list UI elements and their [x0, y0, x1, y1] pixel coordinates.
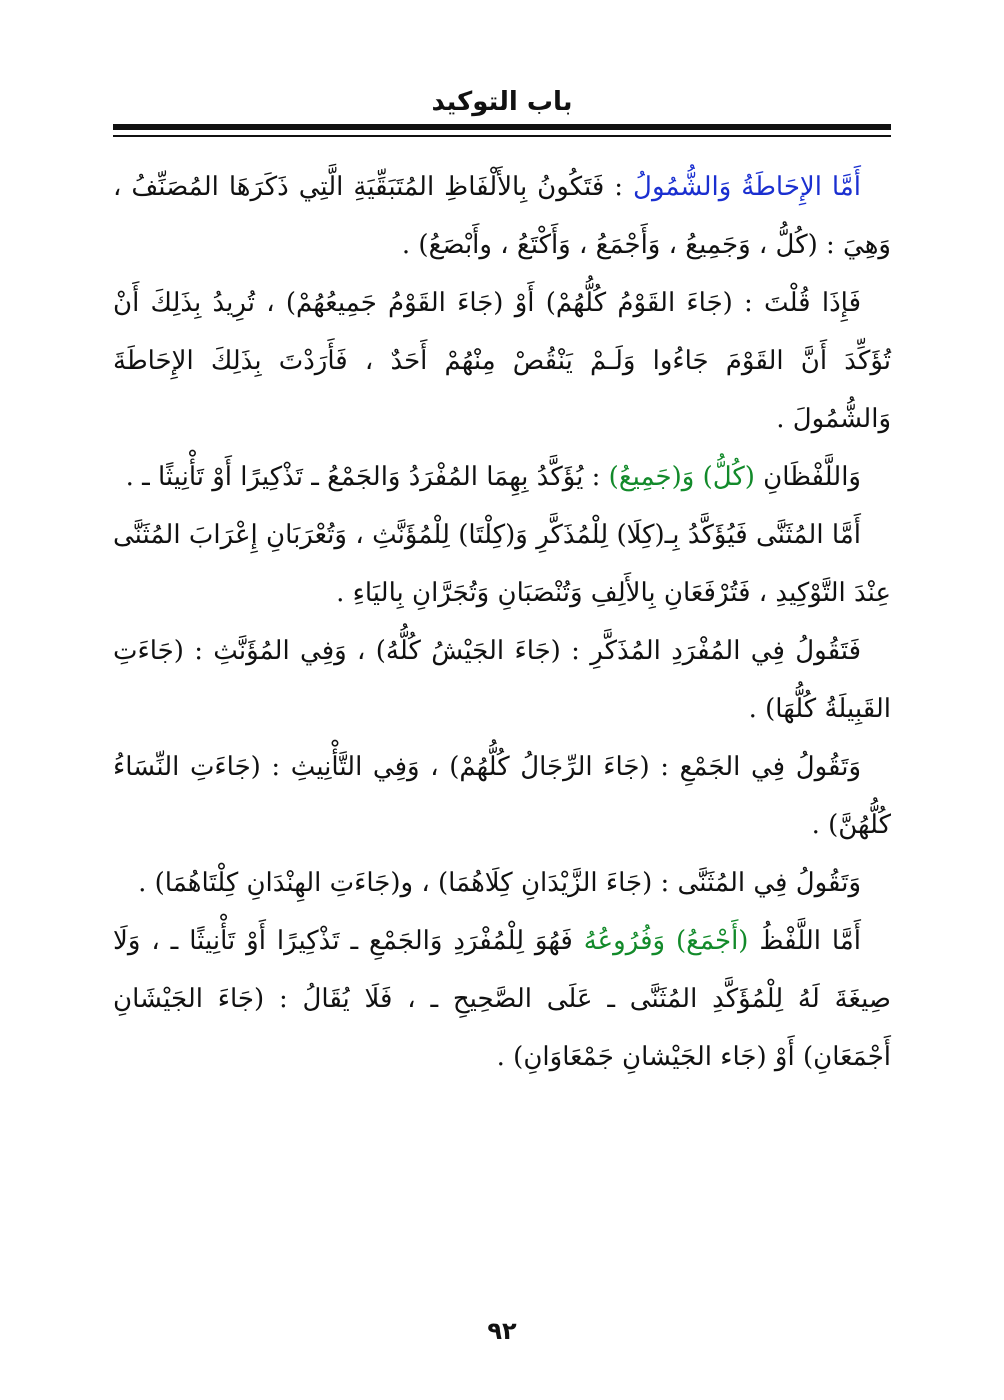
paragraph-kull-jami-text: : يُؤَكَّدُ بِهِمَا المُفْرَدُ وَالجَمْعُ ـ تَذْكِيرًا أَوْ تَأْنِيثًا ـ . — [125, 462, 609, 492]
page-body — [113, 158, 891, 1086]
paragraph-example-qawm: فَإِذَا قُلْتَ : (جَاءَ القَوْمُ كُلُّهُمْ) أَوْ (جَاءَ القَوْمُ جَمِيعُهُمْ) ، تُرِيدُ بِذَلِكَ أَنْ تُؤَكِّدَ أَنَّ القَوْمَ جَاءُوا وَلَـمْ يَنْقُصْ مِنْهُمْ أَحَدٌ ، فَأَرَدْتَ بِذَلِكَ الإِحَاطَةَ وَالشُّمُولَ . — [113, 288, 891, 434]
section-heading-ihata: أَمَّا الإِحَاطَةُ وَالشُّمُولُ — [633, 172, 862, 202]
paragraph-jam-examples: وَتَقُولُ فِي الجَمْعِ : (جَاءَ الرِّجَالُ كُلُّهُمْ) ، وَفِي التَّأْنِيثِ : (جَاءَتِ النِّسَاءُ كُلُّهُنَّ) . — [113, 752, 891, 840]
page-header-title: باب التوكيد — [431, 87, 573, 117]
term-kull-jami: (كُلُّ) وَ(جَمِيعُ) — [608, 462, 755, 492]
paragraph-ajma-text: فَهُوَ لِلْمُفْرَدِ وَالجَمْعِ ـ تَذْكِيرًا أَوْ تَأْنِيثًا ـ ، وَلَا صِيغَةَ لَهُ لِلْمُؤَكَّدِ المُثَنَّى ـ عَلَى الصَّحِيحِ ـ ، فَلَا يُقَالُ : (جَاءَ الجَيْشَانِ أَجْمَعَانِ) أَوْ (جَاء الجَيْشانِ جَمْعَاوَانِ) . — [113, 926, 891, 1072]
paragraph-ajma-lead: أَمَّا اللَّفْظُ — [748, 926, 861, 956]
paragraph-ihata-text: : فَتَكُونُ بِالأَلْفَاظِ المُتَبَقِّيَةِ الَّتِي ذَكَرَهَا المُصَنِّفُ ، وَهِيَ : (كُلُّ ، وَجَمِيعُ ، وَأَجْمَعُ ، وَأَكْتَعُ ، وأَبْصَعُ) . — [113, 172, 891, 260]
paragraph-muthanna: أَمَّا المُثَنَّى فَيُؤَكَّدُ بِـ(كِلَا) لِلْمُذَكَّرِ وَ(كِلْتَا) لِلْمُؤَنَّثِ ، وَتُعْرَبَانِ إِعْرَابَ المُثَنَّى عِنْدَ التَّوْكِيدِ ، فَتُرْفَعَانِ بِالأَلِفِ وَتُنْصَبَانِ وَتُجَرَّانِ بِاليَاءِ . — [113, 520, 891, 608]
term-ajma: (أَجْمَعُ) وَفُرُوعُهُ — [583, 926, 749, 956]
header-rule-thin — [113, 135, 891, 137]
paragraph-kull-jami — [113, 448, 891, 506]
paragraph-muthanna-examples: وَتَقُولُ فِي المُثَنَّى : (جَاءَ الزَّيْدَانِ كِلَاهُمَا) ، و(جَاءَتِ الهِنْدَانِ كِلْتَاهُمَا) . — [138, 868, 861, 898]
paragraph-kull-jami-lead: وَاللَّفْظَانِ — [754, 462, 861, 492]
paragraph-mufrad-examples: فَتَقُولُ فِي المُفْرَدِ المُذَكَّرِ : (جَاءَ الجَيْشُ كُلُّهُ) ، وَفِي المُؤَنَّثِ : (جَاءَتِ القَبِيلَةُ كُلُّهَا) . — [113, 636, 891, 724]
header-rule-thick — [113, 124, 891, 130]
paragraph-ajma — [113, 912, 891, 1086]
page-number: ٩٢ — [487, 1317, 517, 1345]
paragraph-ihata — [113, 158, 891, 274]
